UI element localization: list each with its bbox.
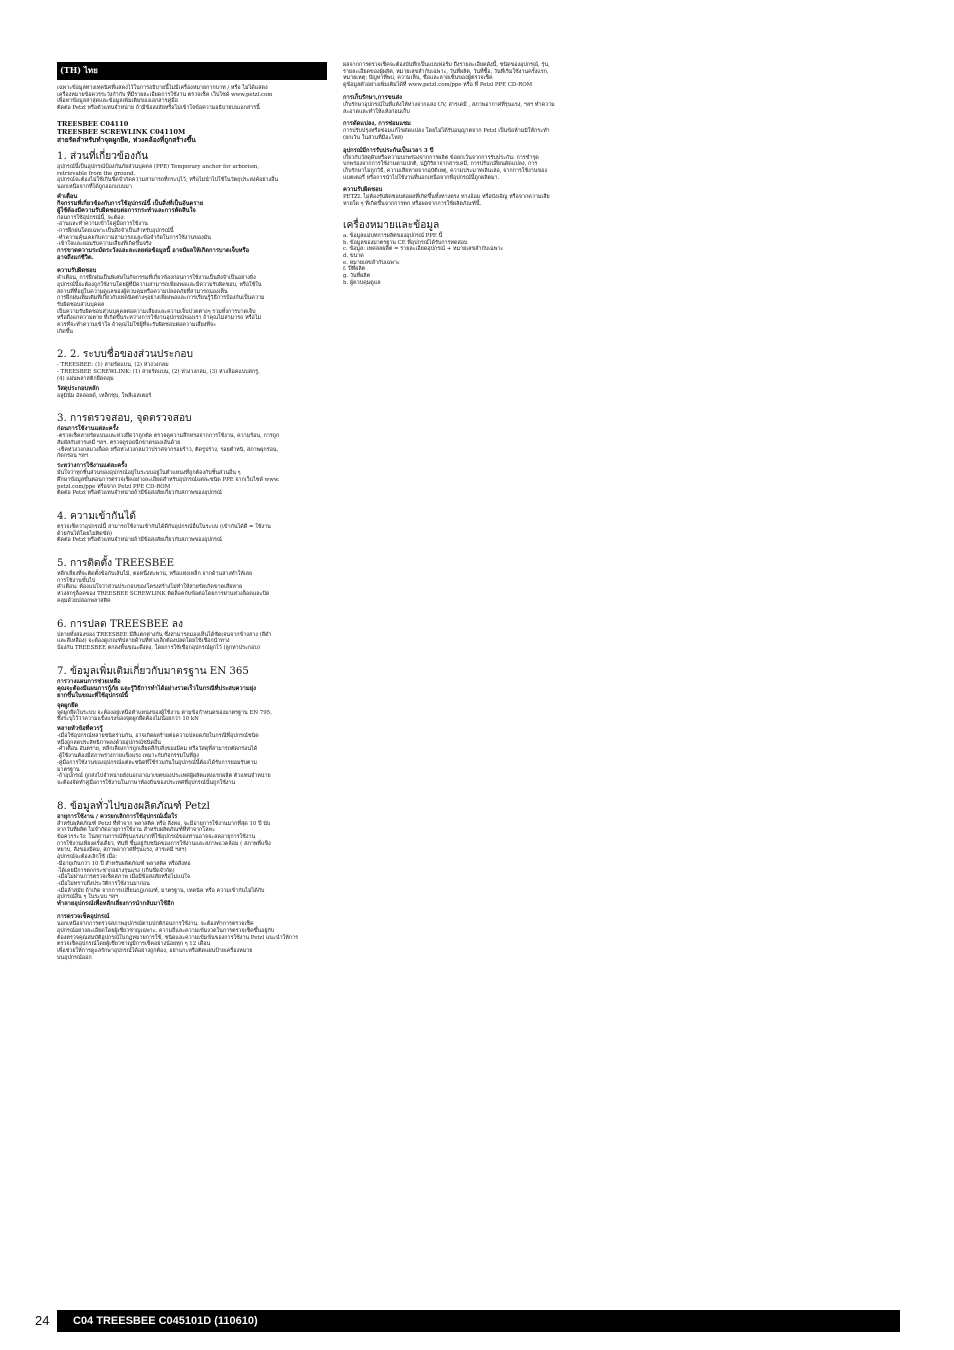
text-line: -อ่านและทำความเข้าใจคู่มือการใช้งาน: [57, 221, 148, 228]
text-line: ตรวจเช็คว่าอุปกรณ์นี้ สามารถใช้งานเข้ากันได้ดีกับอุปกรณ์อื่นในระบบ (เข้ากันได้ดี = ใช้งาน: [57, 523, 271, 530]
responsibility-title: ความรับผิดชอบ: [57, 268, 97, 275]
text-line: PETZL ไม่ต้องรับผิดชอบต่อผลที่เกิดขึ้นทั้งทางตรง ทางอ้อม หรือบังเอิญ หรือจากความเสีย: [343, 194, 550, 201]
text-line: จุดผูกยึดในระบบ จะต้องอยู่เหนือตำแหน่งของผู้ใช้งาน ตามข้อกำหนดของมาตรฐาน EN 795,: [57, 709, 272, 716]
liability-title: ความรับผิดชอบ: [343, 187, 383, 194]
text-line: ตรวจเช็คอุปกรณ์โดยผู้เชี่ยวชาญมีการเช็คอย่างน้อยทุก ๆ 12 เดือน: [57, 941, 211, 948]
text-line: การฝึกฝนเพิ่มเติมที่เกี่ยวกับเทคนิคต่างๆอย่างเพียงพอและการเรียนรู้วิธีการป้องกันเป็นความ: [57, 295, 265, 302]
text-line: ผลจากการตรวจเช็คจะต้องบันทึกเป็นแบบฟอร์ม ถึงรายละเอียดดังนี้, ชนิดของอุปกรณ์, รุ่น,: [343, 62, 550, 68]
text-line: การปรับปรุงหรือซ่อมแก้ไขดัดแปลง โดยไม่ได้รับอนุญาตจาก Petzl เป็นข้อห้ามมิให้กระทำ: [343, 128, 550, 135]
text-line: หายใด ๆ ที่เกิดขึ้นจากการตก หรือผลจากการใช้ผลิตภัณฑ์นี้.: [343, 201, 482, 208]
text-line: บนอุปกรณ์ออก: [57, 954, 92, 961]
text-line: -ตรวจเช็คสายรัดแบนและห่วงยึดว่าถูกตัด ตรวจดูความสึกหรอจากการใช้งาน, ความร้อน, การถูก: [57, 433, 280, 440]
text-line: -เมื่อล้าสมัย ถ้าเกิด จากการเปลี่ยนกฎเกณฑ์, มาตรฐาน, เทคนิค หรือ ความเข้ากันไม่ได้กับ: [57, 887, 265, 894]
text-line: -เมื่อไม่ผ่านการตรวจเช็คสภาพ เมื่อมีข้อสงสัยหรือไม่แน่ใจ: [57, 874, 190, 881]
text-line: -เช็คห่วงวงกลมวงล็อค หรือห่วงวงกลมว่าปราศจากรอยร้าว, ติดรูปร่าง, รอยตำหนิ, สภาพผุกร่อน,: [57, 446, 279, 453]
marking-item: c. ข้อมูล: เทคลลผลิต = รายละเอียดอุปกรณ์ + หมายเลขลำกับเฉพาะ: [343, 246, 504, 253]
intro-block: [57, 85, 327, 112]
text-line: หลีกเลี่ยงที่จะติดตั้งข้อกับเส้นไม้, ตอหนึ่งสะพาน, หรือแท่งเหล็ก จากด้านล่างทำให้เลย: [57, 571, 253, 578]
intro-line: เฉพาะข้อมูลทางเทคนิคที่แสดงไว้ในการอธิบายนี้ไม่มีเครื่องหมายกากบาท / หรือ ไม่ได้แสดง: [57, 85, 268, 91]
text-line: การใช้งานขั้นไป: [57, 577, 96, 584]
text-line: เกี่ยวกับวัสดุดิบหรือความบกพร่องจากการผลิต ข้อยกเว้นจากการรับประกัน: การชำรุด: [343, 154, 539, 161]
text-line: สถานที่ที่อยู่ในความดูแลของผู้ควบคุมหรือความปลอดภัยที่สามารถมองเห็น: [57, 288, 228, 295]
during-use-title: ระหว่างการใช้งานแต่ละครั้ง: [57, 463, 128, 470]
text-line: ห่วงสกรูล็อคของ TREESBEE SCREWLINK ติดล็อคกับข้อต่อโดยการผ่านห่วงล็อคและปิด: [57, 591, 270, 598]
text-line: ติดต่อ Petzl หรือตัวแทนจำหน่ายถ้ามีข้อสงสัยเกี่ยวกับสภาพของอุปกรณ์: [57, 490, 222, 497]
warning-bold-line: กิจกรรมที่เกี่ยวข้องกับการใช้อุปกรณ์นี้ เป็นสิ่งที่เป็นอันตราย: [57, 200, 204, 207]
text-line: เกิดขึ้น: [57, 328, 73, 335]
model-name: TREESBEE SCREWLINK C04110M: [57, 127, 186, 136]
text-line: อุปกรณ์นี้จะต้องถูกใช้งานโดยผู้ที่มีความสามารถเพียงพอและมีความรับผิดชอบ, หรือใช้ใน: [57, 281, 262, 288]
marking-item: h. ผู้ควบคุมดูแล: [343, 279, 381, 286]
materials-title: วัสดุประกอบหลัก: [57, 385, 100, 392]
text-line: ข้อควรระวัง: ในสถานการณ์ที่รุนแรงมากที่ใช้อุปกรณ์ของท่านอาจจะลดอายุการใช้งาน: [57, 834, 256, 841]
warning-bold-line: ผู้ใช้ต้องมีความรับผิดชอบต่อการกระทำและการตัดสินใจ: [57, 207, 196, 214]
section-8-title: 8. ข้อมูลทั่วไปของผลิตภัณฑ์ Petzl: [57, 800, 210, 812]
text-line: ซึ่งระบุไว้ว่าความแข็งแรงของจุดผูกยึดต้องไม่น้อยกว่า 10 kN: [57, 716, 199, 723]
text-line: ก่อนการใช้อุปกรณ์นี้, จะต้อง:: [57, 214, 125, 221]
text-line: มาตรฐาน: [57, 766, 80, 773]
text-line: หนึ่งถูกลดประสิทธิภาพลงด้วยอุปกรณ์ชนิดอื่น: [57, 739, 161, 746]
text-line: อุปกรณ์จะต้องเลิกใช้ เมื่อ:: [57, 854, 118, 861]
text-line: และสีเหลือง) จะต้องดูเกณฑ์ปลายด้านที่ห่วงเล็กต้องปลดโดยใช้เชือกนำทาง: [57, 638, 230, 645]
intro-line: เพื่อหาข้อมูลล่าสุดและข้อมูลเพิ่มเติมของเอกสารคู่มือ: [57, 98, 178, 105]
text-line: -เมื่อไม่ทราบถึงประวัติการใช้งานมาก่อน: [57, 881, 150, 887]
text-line: เพื่อช่วยให้การดูแลรักษาอุปกรณ์ได้อย่างถูกต้อง, อย่าแกะหรือติดแผ่นป้ายเครื่องหมาย: [57, 947, 253, 954]
text-line: หมายเหตุ: ปัญหาที่พบ, ความเห็น, ชื่อและลายเซ็นของผู้ตรวจเช็ค: [343, 75, 493, 82]
text-line: ปลายทั้งสองของ TREESBEE มีสีแตกต่างกัน ซึ่งสามารถมองเห็นได้ชัดเจนจากข้างล่าง (สีดำ: [57, 631, 272, 638]
model-name: TREESBEE C04110: [57, 119, 129, 128]
text-line: -ทำความคุ้นเคยกับความสามารถและข้อจำกัดในการใช้งานของมัน: [57, 234, 211, 241]
text-line: ติดต่อ Petzl หรือตัวแทนจำหน่ายถ้ามีข้อสงสัยเกี่ยวกับสภาพของอุปกรณ์: [57, 537, 222, 544]
notes-title: หลายหัวข้อที่ควรรู้: [57, 726, 103, 733]
rescue-bold-line: คุณจะต้องมีแผนการกู้ภัย และรู้วิธีการทำได้อย่างรวดเร็วในกรณีที่ประสบความยุ่ง: [57, 685, 256, 692]
text-line: เก็บรักษาอุปกรณ์ในที่แห้งให้ห่างจากแสง UV, สารเคมี , สภาพอากาศที่รุนแรง, ฯลฯ ทำความ: [343, 101, 555, 108]
marking-item: a. ข้อมูลแม่บทการผลิตของอุปกรณ์ PPE นี้: [343, 232, 443, 239]
text-line: ดูข้อมูลตัวอย่างเพิ่มเติมได้ที่ www.petzl.com/ppe หรือ ที่ Petzl PPE CD-ROM: [343, 82, 533, 89]
text-line: นอกเหนือจากการตรวจสภาพอุปกรณ์ตามปกติก่อนการใช้งาน, จะต้องทำการตรวจเช็ค: [57, 921, 254, 928]
right-column: [343, 62, 621, 286]
text-line: อลูมินั่ม อัลลอยด์, เหล็กชุบ, โพลีเอสเตอร์: [57, 392, 152, 399]
section-6-title: 6. การปลด TREESBEE ลง: [57, 618, 184, 630]
text-line: กัดกร่อน ฯลฯ: [57, 453, 88, 460]
text-line: ต้องตรวจคุณสมบัติอุปกรณ์ในกฎหมายการใช้, ชนิดและความเข้มข้นของการใช้งาน Petzl แนะนำให้การ: [57, 934, 298, 941]
modification-title: การดัดแปลง, การซ่อมแซม: [343, 121, 411, 128]
intro-line: เครื่องหมายข้อควรระวังกำกับ ที่มีรายละเอียดการใช้งาน ตรวจเช็ค เว็บไซด์ www.petzl.com: [57, 91, 273, 98]
section-4-title: 4. ความเข้ากันได้: [57, 510, 136, 522]
marking-item: e. หมายเลขลำกับเฉพาะ: [343, 259, 400, 266]
section-5-title: 5. การติดตั้ง TREESBEE: [57, 558, 175, 570]
section-1-title: 1. ส่วนที่เกี่ยวข้องกัน: [57, 150, 149, 162]
warning-end-line: อาจถึงแก่ชีวิต.: [57, 255, 94, 262]
text-line: จากวันที่ผลิต ไม่จำกัดอายุการใช้งาน สำหรับผลิตภัณฑ์ที่ทำจากโลหะ: [57, 827, 215, 834]
destroy-notice: ทำลายอุปกรณ์เพื่อหลีกเลี่ยงการนำกลับมาใช้อีก: [57, 901, 175, 908]
text-line: -ผู้ใช้งานต้องมีสภาพร่างกายแข็งแรง เหมาะกับกิจกรรมในที่สูง: [57, 753, 199, 760]
markings-title: เครื่องหมายและข้อมูล: [343, 219, 440, 231]
language-header: (TH) ไทย: [57, 62, 327, 80]
text-line: -คำเตือน อันตราย, หลีกเลี่ยงการถูกเสียดสีกับสิ่งของมีคม หรือวัสดุที่สามารถตัดกร่อนได้: [57, 746, 258, 753]
rescue-title: การวางแผนการช่วยเหลือ: [57, 678, 121, 685]
text-line: แบตเตอรี่ หรือการนำไปใช้งานที่นอกเหนือจากที่อุปกรณ์นี้ถูกผลิตมา.: [343, 174, 500, 181]
text-line: นอกเหนือจากที่ได้ถูกออกแบบมา: [57, 183, 132, 190]
section-7-title: 7. ข้อมูลเพิ่มเติมเกี่ยวกับมาตรฐาน EN 365: [57, 665, 249, 677]
warning-title: คำเตือน: [57, 193, 78, 200]
text-line: เก็บรักษาไม่ถูกวิธี, ความเสียหายจากอุบัติเหตุ, ความประมาทเลินเล่อ, จากการใช้งานของ: [343, 168, 548, 175]
text-line: ศึกษาข้อมูลขั้นตอนการตรวจเช็คอย่างละเอียดสำหรับอุปกรณ์แต่ละชนิด PPE จากเว็บไซด์ www.: [57, 476, 280, 483]
model-block: [57, 120, 327, 144]
storage-title: การเก็บรักษา,การขนส่ง: [343, 94, 402, 101]
text-line: ด้วยกันได้โดยไม่ติดขัด): [57, 530, 112, 537]
text-line: อุปกรณ์จะต้องไม่ใช้เกินขีดจำกัดความสามารถที่กระบุไว้, หรือไม่นำไปใช้ในวัตถุประสงค์อย่างอื่น: [57, 177, 279, 184]
text-line: มั่นใจว่าทุกชิ้นส่วนของอุปกรณ์อยู่ในระบบอยู่ในตำแหน่งที่ถูกต้องกับชิ้นส่วนอื่น ๆ: [57, 470, 241, 477]
text-line: -ถ้าอุปกรณ์ ถูกส่งไปจำหน่ายยังนอกอาณาเขตของประเทศผู้ผลิตแห่งแรกผลิต ตัวแทนจำหน่าย: [57, 773, 271, 780]
text-line: อุปกรณ์นี้เป็นอุปกรณ์ป้องกันภัยส่วนบุคคล (PPE) Temporary anchor for arborism,: [57, 163, 259, 170]
text-line: (4) แผ่นพลาสติกยึดคลุม: [57, 375, 114, 382]
text-line: สัมผัสกับสารเคมี ฯลฯ. ตรวจดูรอยฉีกขาดของเส้นด้าย: [57, 439, 181, 446]
warranty-title: อุปกรณ์มีการรับประกันเป็นเวลา 3 ปี: [343, 147, 434, 154]
marking-item: d. ขนาด: [343, 252, 364, 259]
text-line: ป้องกัน TREESBEE ตกลงพื้นขณะดึงลง, โดยการใช้เชือกอุปกรณ์ผูกไว้ (ลูกหาประกอบ): [57, 644, 260, 651]
lifetime-title: อายุการใช้งาน / ควรยกเลิกการใช้อุปกรณ์เมื่อใร: [57, 813, 178, 820]
text-line: การใช้งานเพียงครั้งเดียว, ทันที ขึ้นอยู่กับชนิดของการใช้งานและสภาพแวดล้อม ( สภาพที่แข็ง: [57, 840, 271, 847]
section-2-title: 2. 2. ระบบชื่อของส่วนประกอบ: [57, 349, 193, 361]
text-line: บกพร่องจากการใช้งานตามปกติ, ปฏิกิริยาจากสารเคมี, การปรับเปลี่ยนดัดแปลง, การ: [343, 161, 538, 168]
text-line: -เข้าใจและยอมรับความเสี่ยงที่เกิดขึ้นจริง: [57, 241, 152, 248]
document-reference-bar: C04 TREESBEE C045101D (110610): [57, 1310, 900, 1332]
marking-item: g. วันที่ผลิต: [343, 273, 371, 280]
text-line: คำเตือน: ต้องแน่ใจว่าส่วนประกอบของโครงสร้างไม่ทำให้สายรัดเกิดขาดเสียหาย: [57, 584, 243, 591]
text-line: -การฝึกฝนโดยเฉพาะเป็นสิ่งจำเป็นสำหรับอุปกรณ์นี้: [57, 228, 174, 235]
text-line: อุปกรณ์อื่น ๆ ในระบบ ฯลฯ: [57, 894, 119, 901]
section-3-title: 3. การตรวจสอบ, จุดตรวจสอบ: [57, 413, 192, 425]
model-description: สายรัดสำหรับทำจุดผูกยึด, ห่วงคล้องที่ถูกสร้างขึ้น: [57, 135, 196, 144]
text-line: สะอาดและทำให้แห้งก่อนเก็บ: [343, 108, 410, 115]
marking-item: f. ปีที่ผลิต: [343, 266, 366, 273]
rescue-bold-line: ยากขึ้นในขณะที่ใช้อุปกรณ์นี้: [57, 692, 129, 699]
text-line: รับผิดชอบส่วนบุคคล: [57, 301, 105, 308]
text-line: -มีอายุเกินกว่า 10 ปี สำหรับผลิตภัณฑ์ พลาสติค หรือสิ่งทอ: [57, 860, 191, 867]
intro-line: ติดต่อ Petzl หรือตัวแทนจำหน่าย ถ้ามีข้อสงสัยหรือไม่เข้าใจข้อความอธิบายบนเอกสารนี้: [57, 105, 260, 112]
text-line: อุปกรณ์อย่างละเอียดโดยผู้เชี่ยวชาญเฉพาะ. ความถี่และความเข้มงวดในการตรวจเช็คขึ้นอยู่กับ: [57, 927, 275, 934]
text-line: เป็นความรับผิดชอบส่วนบุคคลต่อความเสี่ยงและความเจ็บปวดต่างๆ รวมทั้งการบาดเจ็บ: [57, 308, 256, 315]
text-line: รายละเอียดของผู้ผลิต, หมายเลขลำกับเฉพาะ, วันที่ผลิต, วันที่ซื้อ, วันที่เริ่มใช้งานครั้งแรก,: [343, 68, 549, 75]
anchor-title: จุดผูกยึด: [57, 702, 79, 709]
text-line: - TREESBEE SCREWLINK: (1) สายรัดแบน, (2) ห่วงวงกลม, (3) ห่วงล็อคแบบสกรู,: [57, 369, 260, 376]
text-line: petzl.com/ppe หรือจาก Petzl PPE CD-ROM: [57, 483, 171, 490]
inspection-title: การตรวจเช็คอุปกรณ์: [57, 914, 110, 921]
before-use-title: ก่อนการใช้งานแต่ละครั้ง: [57, 426, 119, 433]
text-line: -ได้เคยมีการตกกระชากอย่างรุนแรง (เกินขีดจำกัด): [57, 867, 175, 874]
marking-item: b. ข้อมูลของมาตรฐาน CE ที่อุปกรณ์ได้รับการทดสอบ: [343, 239, 468, 246]
left-column: [57, 62, 327, 961]
text-line: หรือถึงแก่ความตาย ที่เกิดขึ้นระหว่างการใช้งานอุปกรณ์ของเรา ถ้าคุณไม่สามารถ หรือไม่: [57, 315, 262, 322]
text-line: คำเตือน, การฝึกฝนเป็นพิเศษในกิจกรรมที่เกี่ยวข้องก่อนการใช้งานเป็นสิ่งจำเป็นอย่างยิ่ง: [57, 275, 256, 282]
text-line: - TREESBEE: (1) สายรัดแบน, (2) ห่วงวงกลม: [57, 362, 169, 369]
text-line: -เมื่อใช้อุปกรณ์หลายชนิดร่วมกัน, อาจเกิดผลร้ายต่อความปลอดภัยในกรณีที่อุปกรณ์ชนิด: [57, 733, 259, 740]
text-line: คลุมด้วยปลอกพลาสติค: [57, 597, 111, 604]
text-line: จะต้องจัดทำคู่มือการใช้งานในภาษาท้องถิ่นของประเทศที่อุปกรณ์นั้นถูกใช้งาน: [57, 779, 236, 786]
text-line: retrievable from the ground.: [57, 170, 136, 177]
text-line: -คู่มือการใช้งานของอุปกรณ์แต่ละชนิดที่ใช้ร่วมกันในอุปกรณ์นี้ต้องได้รับการยอมรับตาม: [57, 759, 257, 766]
text-line: หยาบ, สิ่งของมีคม, สภาพอากาศที่รุนแรง, สารเคมี ฯลฯ): [57, 847, 187, 854]
page-number: 24: [35, 1313, 50, 1328]
text-line: ควรที่จะทำความเข้าใจ ถ้าคุณไม่ใช่ผู้ที่จะรับผิดชอบต่อความเสี่ยงที่จะ: [57, 322, 216, 329]
text-line: (ยกเว้น ในส่วนที่มีอะไหล่): [343, 134, 404, 141]
warning-end-line: การขาดความระมัดระวังและละเลยต่อข้อมูลนี้ อาจมีผลให้เกิดการบาดเจ็บหรือ: [57, 248, 250, 255]
text-line: สำหรับผลิตภัณฑ์ Petzl ที่ทำจาก พลาสติค หรือ สิ่งทอ, จะมีอายุการใช้งานมากที่สุด 10 ปี นับ: [57, 820, 271, 827]
